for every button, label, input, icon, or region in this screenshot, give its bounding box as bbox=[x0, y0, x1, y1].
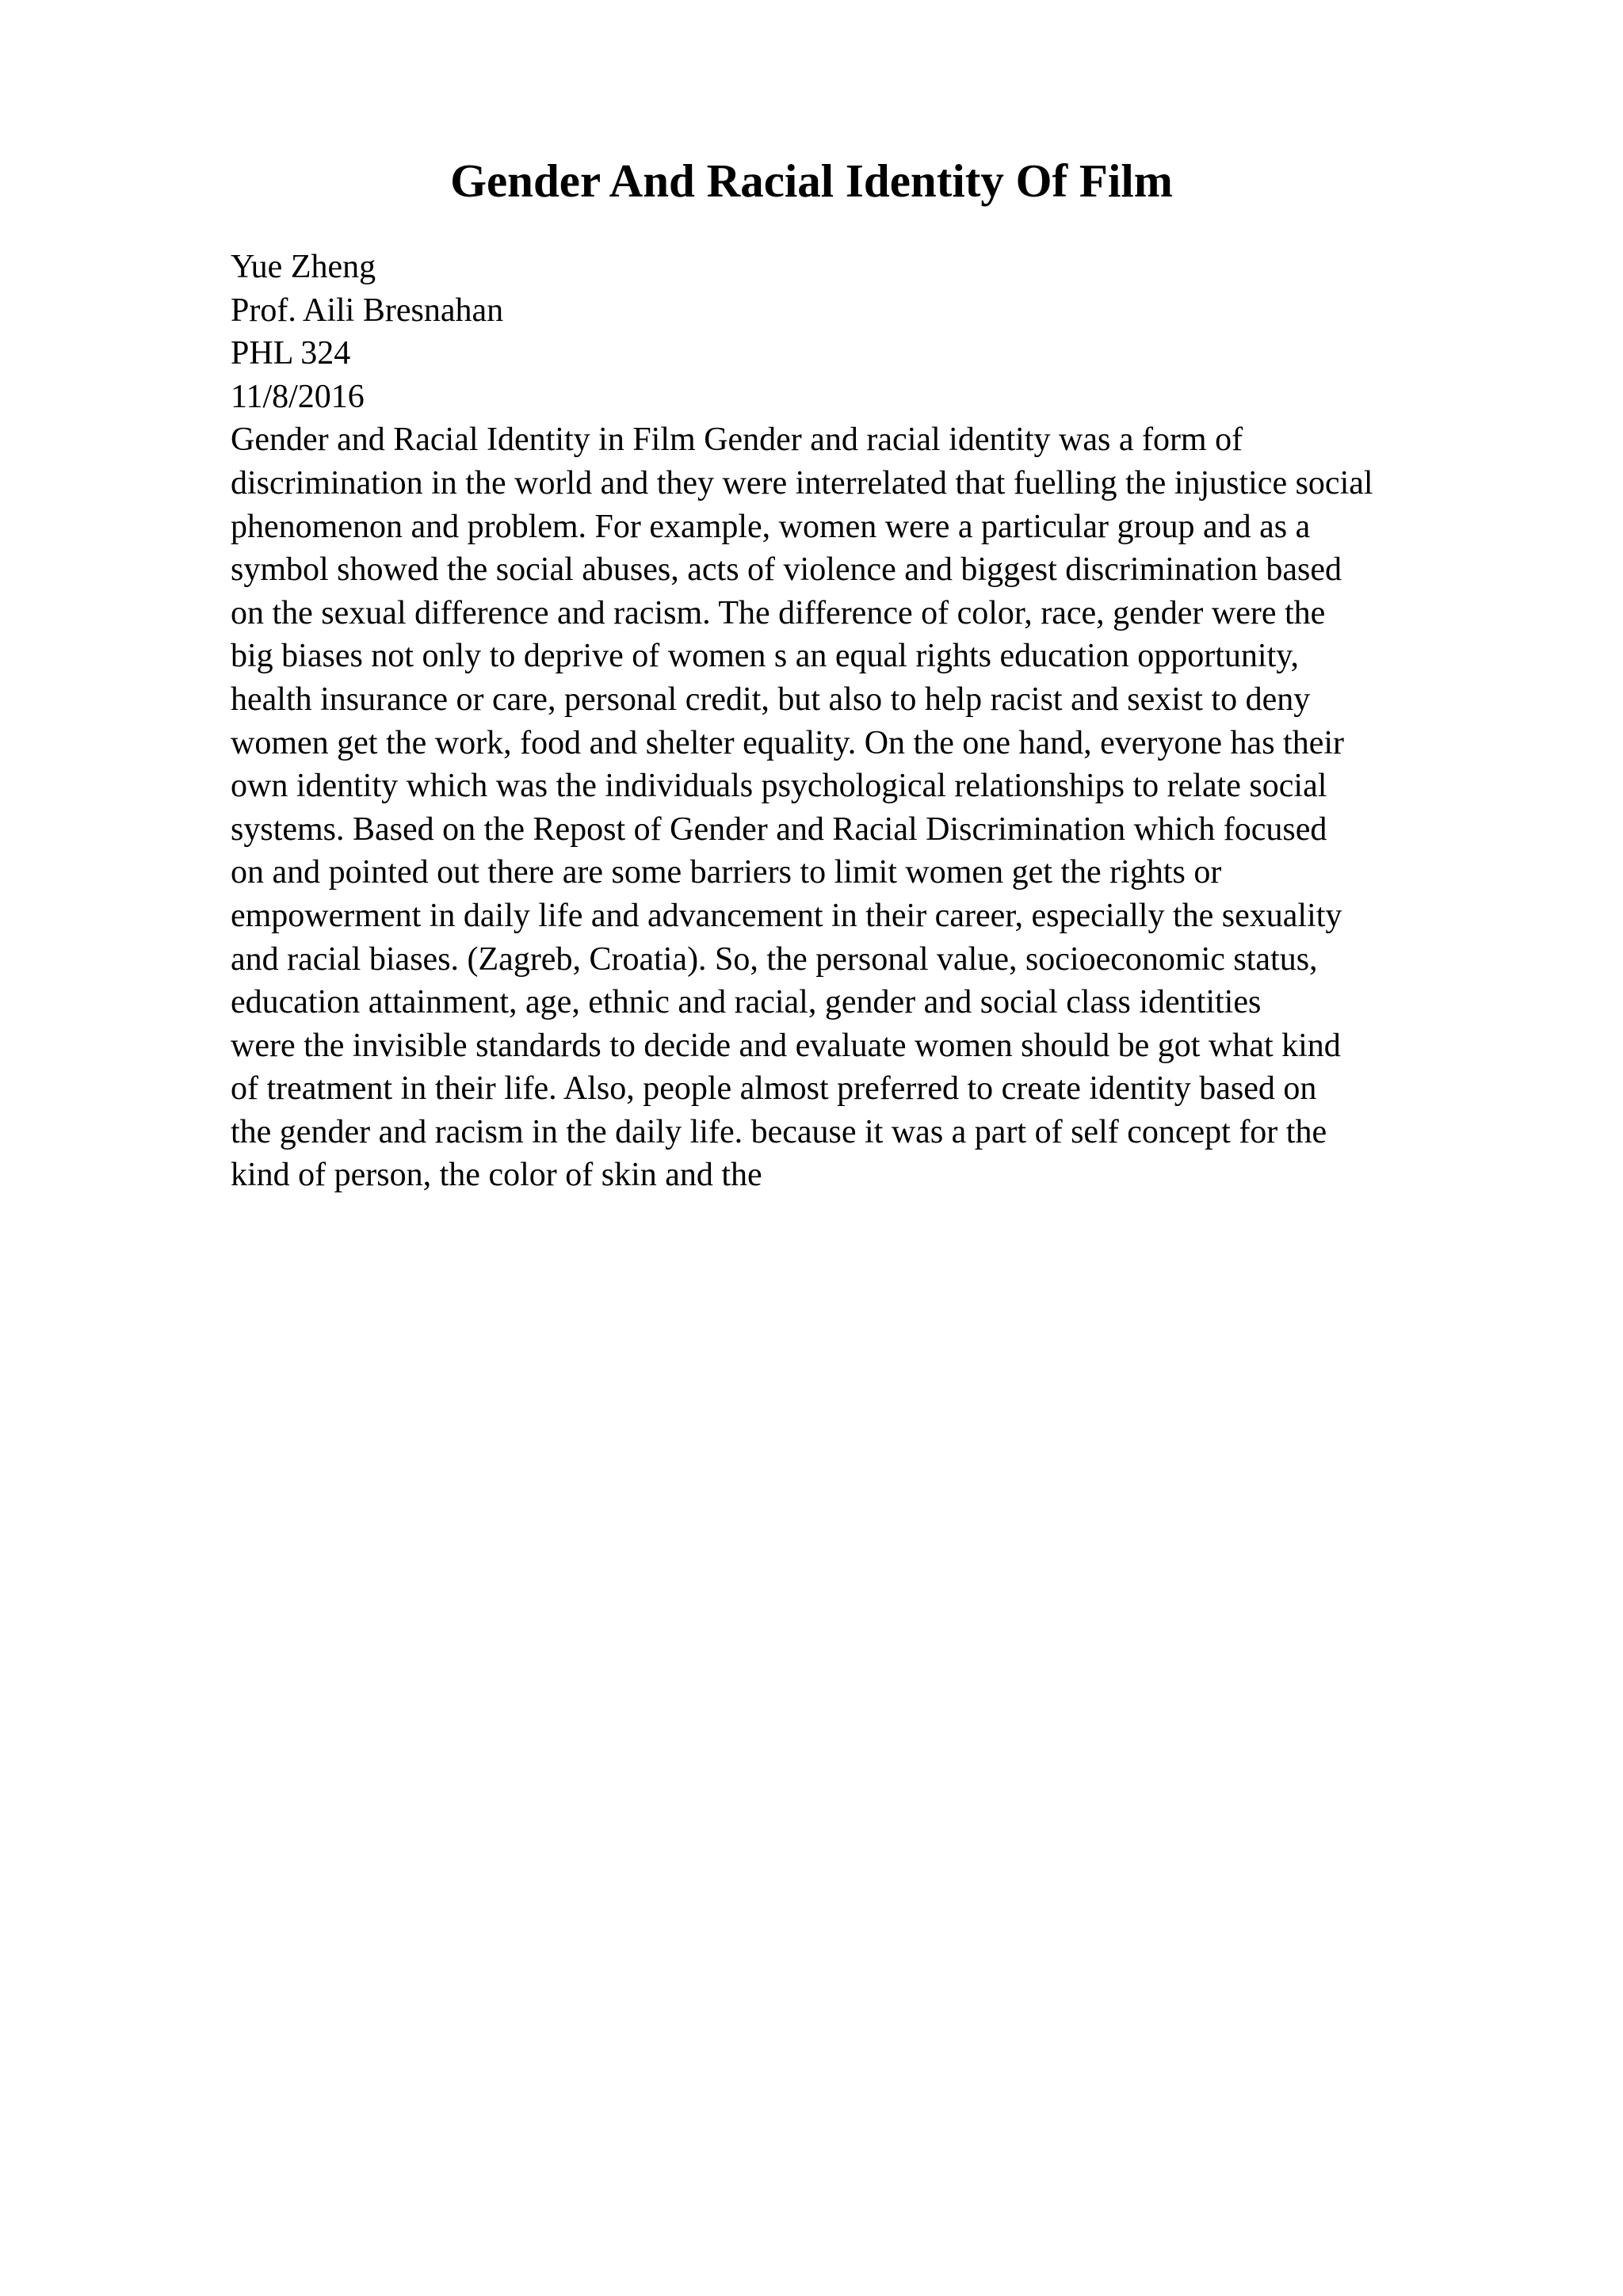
body-text-line: women get the work, food and shelter equality. On the one hand, everyone has their bbox=[231, 724, 1345, 761]
professor-name: Prof. Aili Bresnahan bbox=[231, 292, 504, 329]
body-text-line: education attainment, age, ethnic and racial, gender and social class identities bbox=[231, 984, 1262, 1021]
body-text-line: phenomenon and problem. For example, women were a particular group and as a bbox=[231, 508, 1311, 545]
body-text-line: big biases not only to deprive of women s an equal rights education opportunity, bbox=[231, 638, 1300, 675]
body-text-line: discrimination in the world and they were interrelated that fuelling the injustice social bbox=[231, 464, 1373, 502]
body-text-line: on and pointed out there are some barriers to limit women get the rights or bbox=[231, 854, 1222, 891]
body-text-line: Gender and Racial Identity in Film Gender and racial identity was a form of bbox=[231, 421, 1243, 459]
body-text-line: symbol showed the social abuses, acts of violence and biggest discrimination based bbox=[231, 551, 1342, 589]
body-text-line: empowerment in daily life and advancement in their career, especially the sexuality bbox=[231, 897, 1342, 934]
document-date: 11/8/2016 bbox=[231, 378, 365, 415]
document-body bbox=[231, 246, 1546, 1197]
body-text-line: own identity which was the individuals psychological relationships to relate social bbox=[231, 768, 1327, 805]
body-text-line: kind of person, the color of skin and the bbox=[231, 1157, 762, 1194]
author-name: Yue Zheng bbox=[231, 249, 376, 285]
body-text-line: health insurance or care, personal credit, but also to help racist and sexist to deny bbox=[231, 681, 1311, 718]
document-title: Gender And Racial Identity Of Film bbox=[450, 154, 1173, 207]
body-text-line: systems. Based on the Repost of Gender and Racial Discrimination which focused bbox=[231, 810, 1327, 848]
body-text-line: and racial biases. (Zagreb, Croatia). So, the personal value, socioeconomic status, bbox=[231, 940, 1318, 978]
body-text-line: on the sexual difference and racism. The difference of color, race, gender were the bbox=[231, 594, 1326, 631]
course-code: PHL 324 bbox=[231, 335, 351, 372]
body-text-line: of treatment in their life. Also, people almost preferred to create identity based on bbox=[231, 1070, 1317, 1108]
body-text-line: were the invisible standards to decide and evaluate women should be got what kind bbox=[231, 1027, 1341, 1064]
body-text-line: the gender and racism in the daily life. because it was a part of self concept for the bbox=[231, 1113, 1327, 1150]
